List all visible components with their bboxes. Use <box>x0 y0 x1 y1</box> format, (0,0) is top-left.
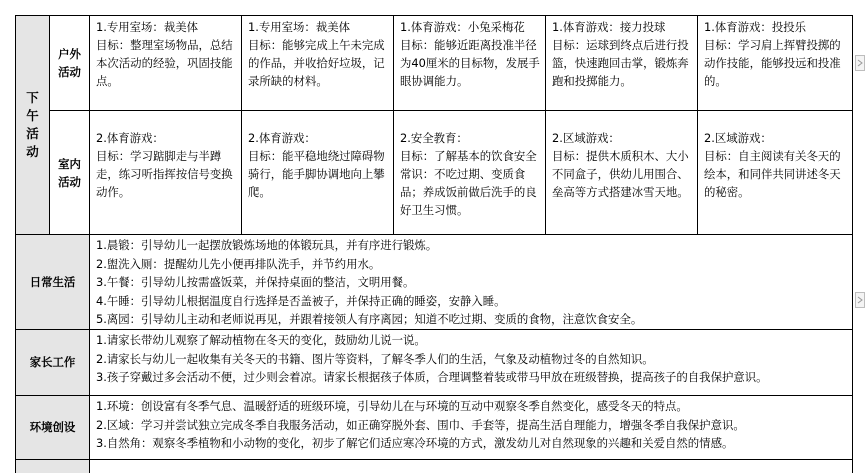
list-item: 2.请家长与幼儿一起收集有关冬天的书籍、图片等资料，了解冬季人们的生活，气象及动植物过冬的自然知识。 <box>96 351 654 366</box>
activity-goal: 目标：能平稳地绕过障碍物骑行，能手脚协调地向上攀爬。 <box>248 149 385 199</box>
activity-goal: 目标：提供木质积木、大小不同盒子，供幼儿用围合、垒高等方式搭建冰雪天地。 <box>552 149 689 199</box>
daily-life-label: 日常生活 <box>16 235 90 330</box>
activity-goal: 目标：学习肩上挥臂投掷的动作技能，能够投远和投准的。 <box>704 38 841 88</box>
afternoon-section-cell <box>16 16 50 235</box>
weekly-plan-table <box>15 15 853 473</box>
indoor-cell-3 <box>394 111 546 235</box>
list-item: 1.环境：创设富有冬季气息、温暖舒适的班级环境，引导幼儿在与环境的互动中观察冬季自然变化，感受冬天的特点。 <box>96 398 688 413</box>
activity-goal: 目标：整理室场物品，总结本次活动的经验，巩固技能点。 <box>96 38 233 88</box>
parent-work-content <box>90 329 853 395</box>
list-item: 3.午餐：引导幼儿按需盛饭菜，并保持桌面的整洁，文明用餐。 <box>96 275 415 290</box>
indoor-label-cell <box>50 111 90 235</box>
daily-life-row <box>16 235 853 330</box>
activity-title: 2.安全教育： <box>400 131 468 145</box>
scroll-handle-icon[interactable] <box>855 55 865 71</box>
list-item: 3.孩子穿戴过多会活动不便，过少则会着凉。请家长根据孩子体质，合理调整着装或带马甲放在班级替换，提高孩子的自我保护意识。 <box>96 370 768 385</box>
indoor-cell-2 <box>242 111 394 235</box>
indoor-activity-row <box>16 111 853 235</box>
list-item: 2.盥洗入厕：提醒幼儿先小便再排队洗手，并节约用水。 <box>96 256 381 271</box>
list-item: 5.离园：引导幼儿主动和老师说再见，并跟着接领人有序离园；知道不吃过期、变质的食物，注意饮食安全。 <box>96 312 643 327</box>
list-item: 2.区域：学习并尝试独立完成冬季自我服务活动，如正确穿脱外套、围巾、手套等，提高生活自理能力，增强冬季自我保护意识。 <box>96 417 745 432</box>
indoor-cell-1 <box>90 111 242 235</box>
activity-title: 2.区域游戏： <box>704 131 772 145</box>
environment-content <box>90 395 853 459</box>
activity-title: 1.专用室场：裁美体 <box>96 20 198 34</box>
outdoor-cell-5 <box>698 16 853 111</box>
outdoor-label: 户外活动 <box>58 47 81 79</box>
activity-title: 1.体育游戏：接力投球 <box>552 20 666 34</box>
activity-title: 2.体育游戏： <box>96 131 164 145</box>
activity-goal: 目标：运球到终点后进行投篮，快速跑回击掌，锻炼奔跑和投掷能力。 <box>552 38 689 88</box>
outdoor-activity-row <box>16 16 853 111</box>
outdoor-cell-3 <box>394 16 546 111</box>
parent-work-row <box>16 329 853 395</box>
activity-title: 1.体育游戏：投投乐 <box>704 20 806 34</box>
activity-goal: 目标：学习踮脚走与半蹲走，练习听指挥按信号变换动作。 <box>96 149 233 199</box>
activity-title: 1.体育游戏：小兔采梅花 <box>400 20 525 34</box>
activity-title: 2.体育游戏： <box>248 131 316 145</box>
next-row-content <box>90 459 853 473</box>
outdoor-cell-4 <box>546 16 698 111</box>
activity-goal: 目标：自主阅读有关冬天的绘本，和同伴共同讲述冬天的秘密。 <box>704 149 841 199</box>
next-row-partial <box>16 459 853 473</box>
scroll-handle-icon[interactable] <box>855 292 865 308</box>
afternoon-section-label: 下午活动 <box>26 90 39 159</box>
list-item: 1.请家长带幼儿观察了解动植物在冬天的变化，鼓励幼儿说一说。 <box>96 332 426 347</box>
activity-title: 2.区域游戏： <box>552 131 620 145</box>
environment-label: 环境创设 <box>16 395 90 459</box>
indoor-cell-4 <box>546 111 698 235</box>
activity-goal: 目标：能够完成上午未完成的作品，并收拾好垃圾，记录所缺的材料。 <box>248 38 385 88</box>
activity-goal: 目标：能够近距离投准半径为40厘米的目标物，发展手眼协调能力。 <box>400 38 540 88</box>
list-item: 3.自然角：观察冬季植物和小动物的变化，初步了解它们适应寒冷环境的方式，激发幼儿对自然现象的兴趣和关爱自然的情感。 <box>96 436 734 451</box>
next-row-label-cell <box>16 459 90 473</box>
outdoor-label-cell <box>50 16 90 111</box>
indoor-label: 室内活动 <box>58 156 81 189</box>
outdoor-cell-1 <box>90 16 242 111</box>
activity-goal: 目标：了解基本的饮食安全常识：不吃过期、变质食品；养成饭前做后洗手的良好卫生习惯。 <box>400 149 537 217</box>
outdoor-cell-2 <box>242 16 394 111</box>
list-item: 4.午睡：引导幼儿根据温度自行选择是否盖被子，并保持正确的睡姿，安静入睡。 <box>96 293 506 308</box>
indoor-cell-5 <box>698 111 853 235</box>
right-edge-strip <box>854 0 868 473</box>
activity-title: 1.专用室场：裁美体 <box>248 20 350 34</box>
list-item: 1.晨锻：引导幼儿一起摆放锻炼场地的体锻玩具，并有序进行锻炼。 <box>96 238 438 252</box>
daily-life-content <box>90 235 853 330</box>
environment-row <box>16 395 853 459</box>
parent-work-label: 家长工作 <box>16 329 90 395</box>
